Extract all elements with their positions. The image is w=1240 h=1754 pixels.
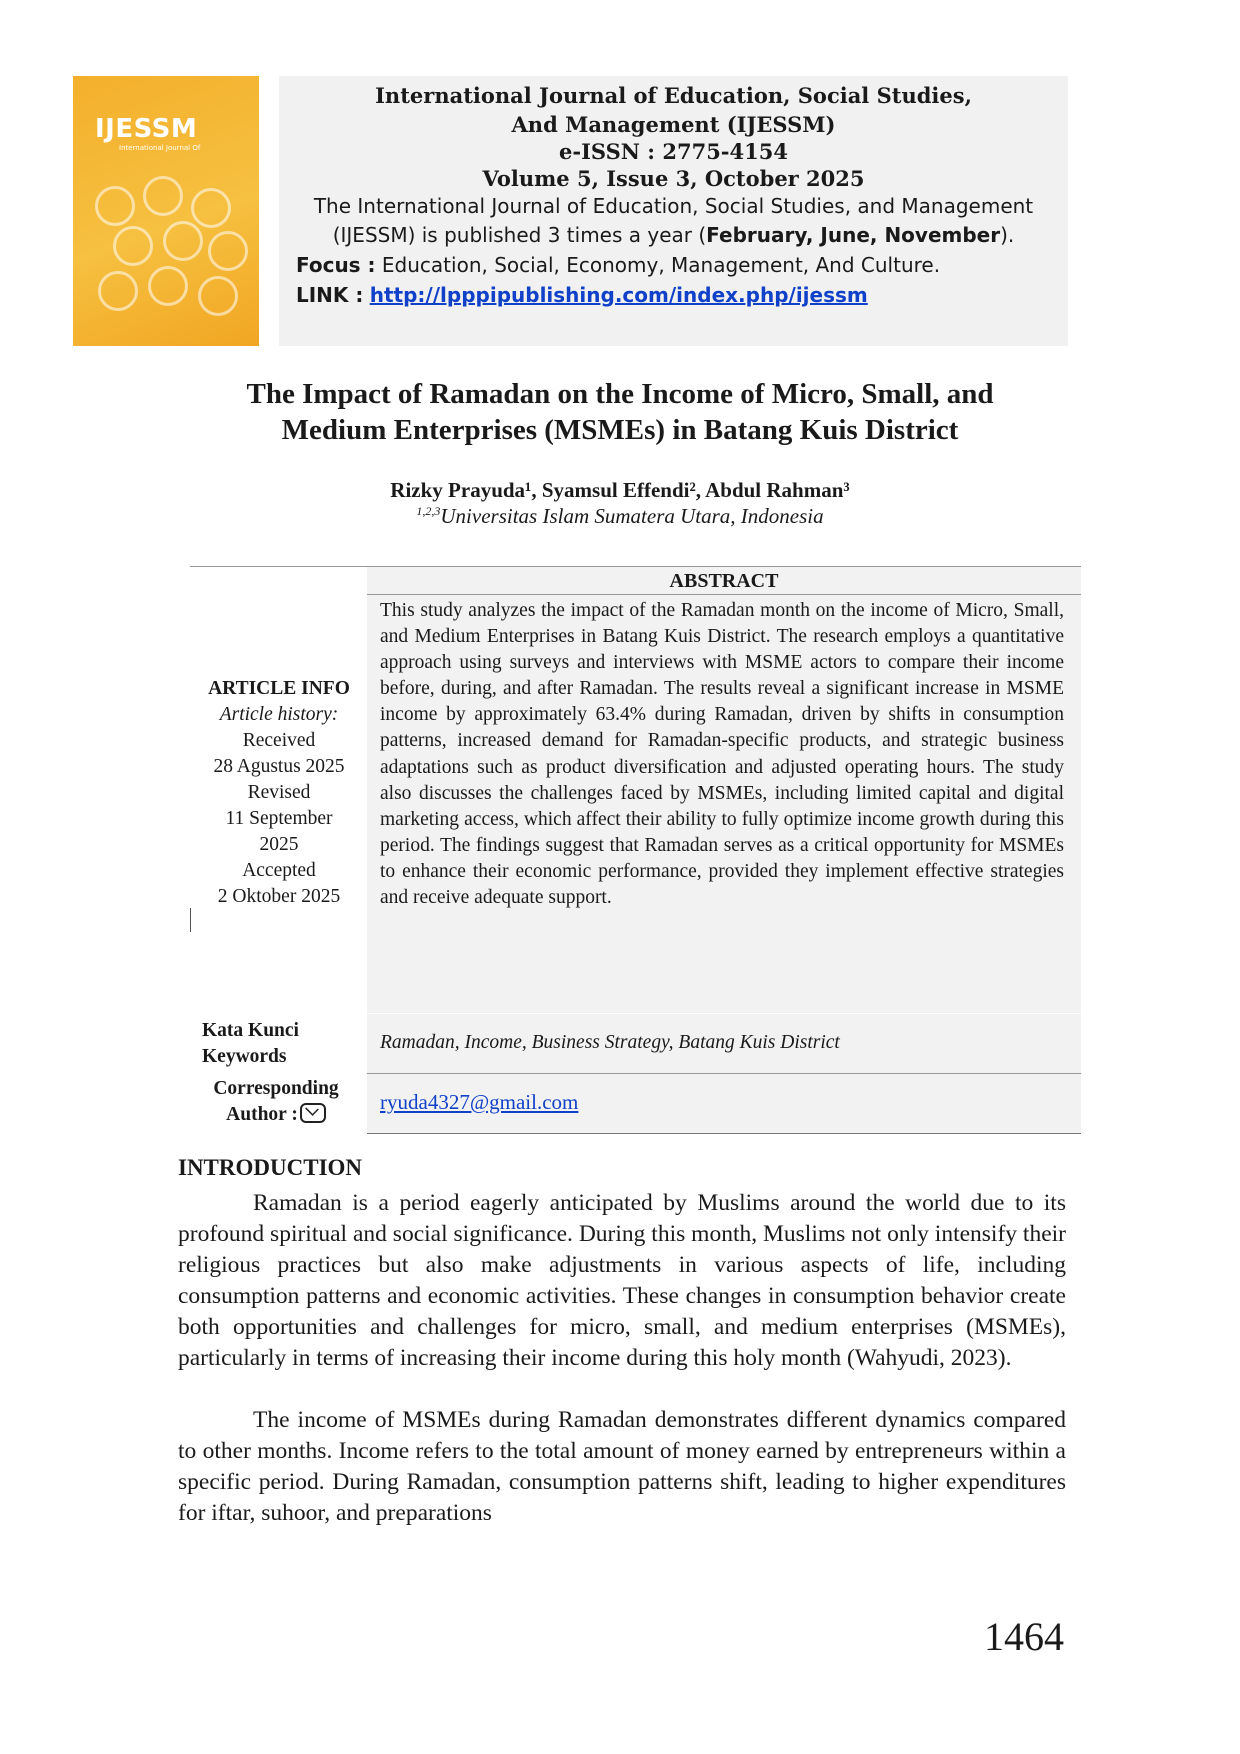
keywords-label	[202, 1018, 299, 1070]
cover-decoration	[191, 188, 231, 228]
publish-text-end: ).	[1000, 223, 1015, 247]
article-title-line-1: The Impact of Ramadan on the Income of Micro, Small, and	[246, 378, 994, 410]
authors: Rizky Prayuda¹, Syamsul Effendi², Abdul Rahman³	[390, 478, 850, 502]
article-title	[150, 376, 1090, 448]
link-line	[279, 281, 1068, 309]
keywords-text: Ramadan, Income, Business Strategy, Batang Kuis District	[380, 1032, 840, 1053]
corresponding-label-line-2	[190, 1102, 362, 1128]
journal-link[interactable]: http://lpppipublishing.com/index.php/ijessm	[369, 283, 868, 307]
introduction-paragraph-1: Ramadan is a period eagerly anticipated by Muslims around the world due to its profound spiritual and social significance. During this month, Muslims not only intensify their religious practices but also make adjustments in various aspects of life, including consumption patterns and economic activities. These changes in consumption behavior create both opportunities and challenges for micro, small, and medium enterprises (MSMEs), particularly in terms of increasing their income during this holy month (Wahyudi, 2023).	[178, 1190, 1066, 1371]
cover-decoration	[198, 276, 238, 316]
keywords-divider	[367, 1073, 1081, 1074]
journal-volume: Volume 5, Issue 3, October 2025	[482, 166, 865, 191]
keywords-label-line-2: Keywords	[202, 1046, 287, 1067]
affiliation-text: Universitas Islam Sumatera Utara, Indonesia	[440, 504, 824, 528]
corresponding-label-line-1: Corresponding	[213, 1078, 339, 1099]
accepted-date: 2 Oktober 2025	[217, 886, 341, 907]
author-label: Author :	[226, 1104, 298, 1125]
cover-decoration	[95, 186, 135, 226]
cursor-bar	[190, 908, 191, 932]
publish-months: February, June, November	[706, 223, 1001, 247]
publish-text: (IJESSM) is published 3 times a year (	[332, 223, 707, 247]
affiliation	[0, 504, 1240, 529]
keywords-label-line-1: Kata Kunci	[202, 1020, 299, 1041]
publish-frequency-line-1: The International Journal of Education, Social Studies, and Management	[313, 194, 1034, 218]
revised-date-line-2: 2025	[259, 834, 299, 855]
cover-decoration	[163, 221, 203, 261]
article-title-line-2: Medium Enterprises (MSMEs) in Batang Kuis District	[281, 414, 959, 446]
journal-eissn: e-ISSN : 2775-4154	[559, 139, 788, 164]
revised-date-line-1: 11 September	[225, 808, 333, 829]
article-info-heading: ARTICLE INFO	[208, 678, 350, 699]
focus-text: Education, Social, Economy, Management, And Culture.	[375, 253, 941, 277]
cover-subtitle: International Journal Of	[119, 144, 201, 152]
affiliation-superscript: 1,2,3	[416, 504, 441, 518]
abstract-text: This study analyzes the impact of the Ramadan month on the income of Micro, Small, and Medium Enterprises in Batang Kuis District. The research employs a quantitative approach using surveys and interviews with MSME actors to compare their income before, during, and after Ramadan. The results reveal a significant increase in MSME income by approximately 63.4% during Ramadan, driven by shifts in consumption patterns, increased demand for Ramadan-specific products, and strategic business adaptations such as product diversification and adjusted operating hours. The study also discusses the challenges faced by MSMEs, including limited capital and digital marketing access, which affect their ability to fully optimize income growth during this period. The findings suggest that Ramadan serves as a critical opportunity for MSMEs to enhance their economic performance, provided they implement effective strategies and receive adequate support.	[380, 600, 1064, 909]
introduction-heading: INTRODUCTION	[178, 1155, 363, 1180]
article-info	[190, 676, 368, 910]
cover-decoration	[143, 176, 183, 216]
cover-decoration	[208, 231, 248, 271]
table-bottom-rule	[367, 1133, 1081, 1134]
cover-decoration	[113, 226, 153, 266]
cover-decoration	[148, 266, 188, 306]
article-history-label: Article history:	[219, 704, 339, 725]
cover-decoration	[98, 271, 138, 311]
received-label: Received	[242, 730, 316, 751]
journal-header	[279, 76, 1068, 346]
revised-label: Revised	[247, 782, 311, 803]
journal-title-line-1: International Journal of Education, Social Studies,	[375, 83, 972, 108]
cover-logo: IJESSM	[95, 114, 198, 144]
abstract-heading-rule	[367, 594, 1081, 595]
journal-cover-image	[73, 76, 259, 346]
introduction-paragraph-2: The income of MSMEs during Ramadan demonstrates different dynamics compared to other months. Income refers to the total amount of money earned by entrepreneurs within a specific period. During Ramadan, consumption patterns shift, leading to higher expenditures for iftar, suhoor, and preparations	[178, 1407, 1066, 1526]
received-date: 28 Agustus 2025	[213, 756, 345, 777]
abstract-heading: ABSTRACT	[669, 570, 779, 592]
focus-label: Focus :	[296, 253, 376, 277]
corresponding-email-link[interactable]: ryuda4327@gmail.com	[380, 1090, 579, 1114]
journal-title-line-2: And Management (IJESSM)	[511, 112, 836, 137]
accepted-label: Accepted	[242, 860, 316, 881]
focus-line	[279, 251, 1068, 279]
publish-frequency-line-2	[279, 221, 1068, 249]
corresponding-author-label	[190, 1076, 362, 1128]
link-label: LINK :	[296, 283, 364, 307]
mail-icon	[300, 1103, 326, 1123]
page-number: 1464	[984, 1614, 1064, 1659]
